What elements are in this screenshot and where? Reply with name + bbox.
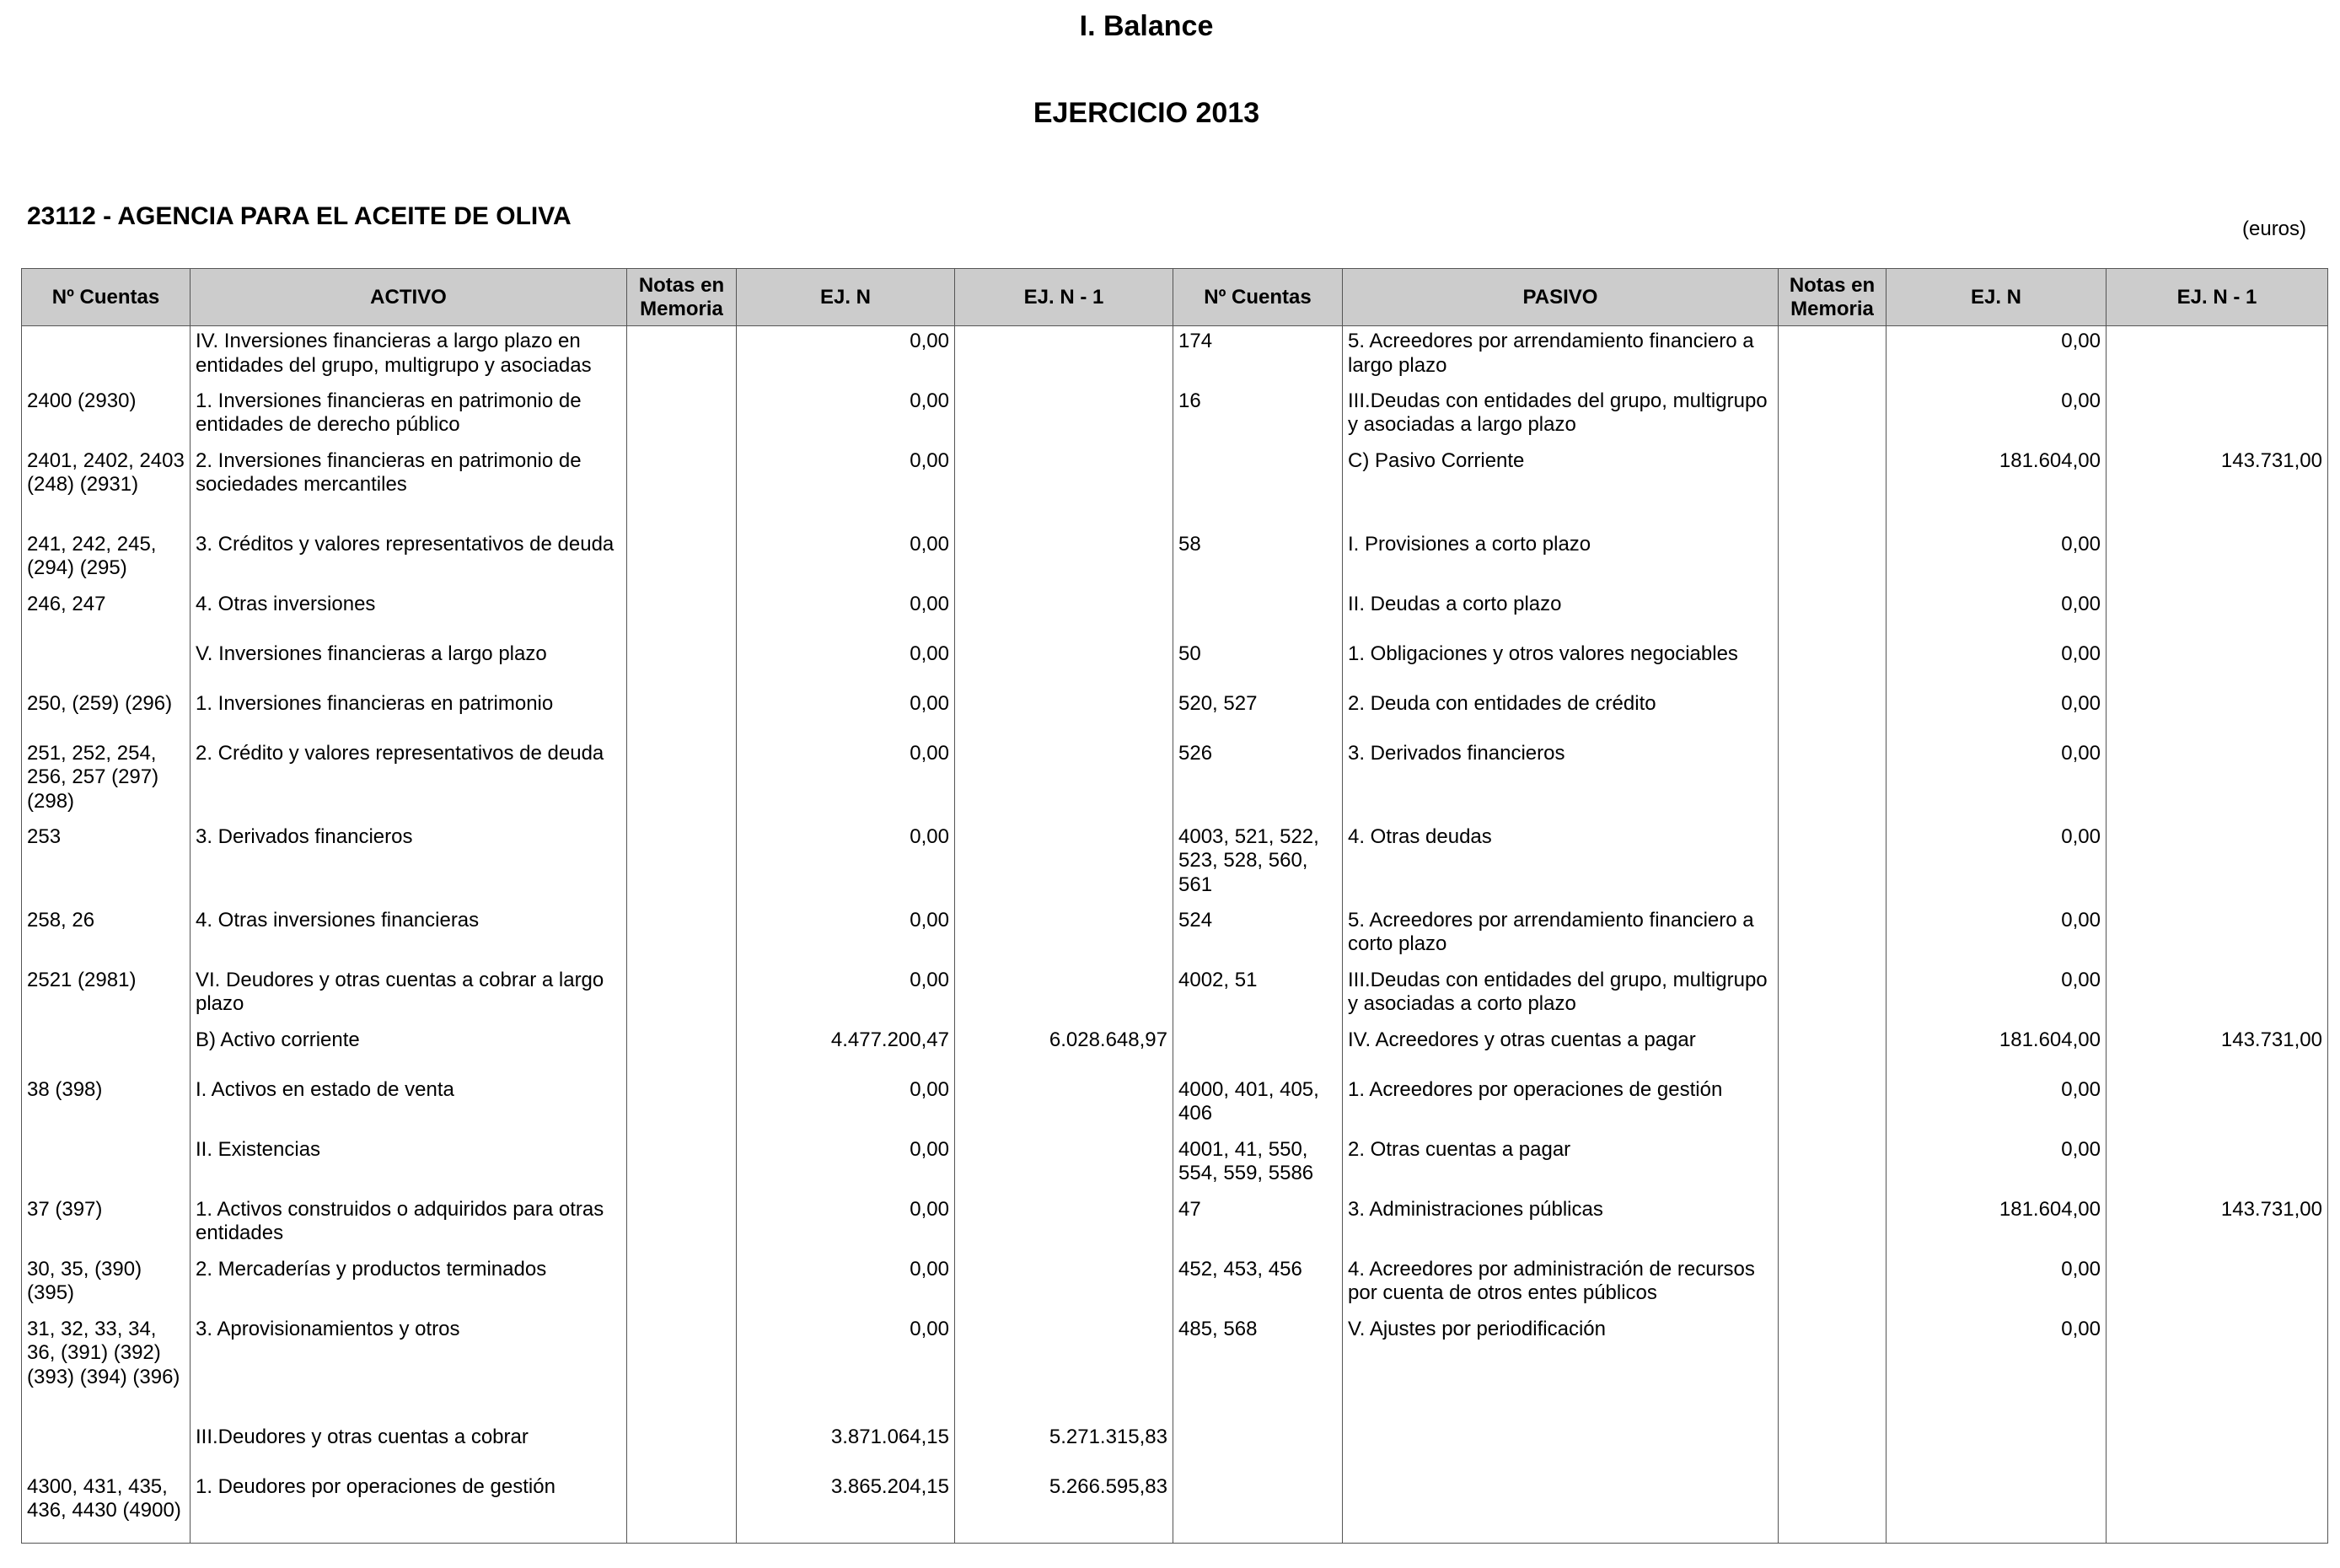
cuenta-pasivo-cell: 4003, 521, 522, 523, 528, 560, 561 — [1173, 822, 1343, 905]
activo-ej-n-cell: 0,00 — [737, 905, 955, 965]
pasivo-ej-n-cell: 0,00 — [1886, 1314, 2107, 1422]
col-header-ej-n1-activo: EJ. N - 1 — [955, 269, 1173, 326]
cuenta-pasivo-cell: 4002, 51 — [1173, 965, 1343, 1025]
notas-pasivo-cell — [1779, 1314, 1886, 1422]
entity-name: 23112 - AGENCIA PARA EL ACEITE DE OLIVA — [27, 202, 572, 230]
notas-pasivo-cell — [1779, 639, 1886, 689]
activo-concepto-cell: 3. Créditos y valores representativos de deuda — [191, 529, 627, 589]
notas-pasivo-cell — [1779, 1472, 1886, 1544]
notas-activo-cell — [627, 822, 737, 905]
notas-activo-cell — [627, 639, 737, 689]
cuenta-pasivo-cell: 526 — [1173, 738, 1343, 822]
pasivo-concepto-cell: 1. Obligaciones y otros valores negociables — [1343, 639, 1779, 689]
activo-ej-n-cell: 4.477.200,47 — [737, 1025, 955, 1075]
cuenta-activo-cell: 38 (398) — [22, 1075, 191, 1135]
table-row — [22, 639, 2328, 689]
fiscal-year-title: EJERCICIO 2013 — [1033, 97, 1260, 129]
notas-activo-cell — [627, 1025, 737, 1075]
cuenta-activo-cell: 251, 252, 254, 256, 257 (297) (298) — [22, 738, 191, 822]
activo-concepto-cell: V. Inversiones financieras a largo plazo — [191, 639, 627, 689]
activo-concepto-cell: 1. Activos construidos o adquiridos para otras entidades — [191, 1195, 627, 1254]
activo-ej-n-cell: 0,00 — [737, 822, 955, 905]
pasivo-concepto-cell: I. Provisiones a corto plazo — [1343, 529, 1779, 589]
activo-ej-n-cell: 0,00 — [737, 1075, 955, 1135]
pasivo-ej-n1-cell — [2107, 822, 2328, 905]
cuenta-pasivo-cell: 520, 527 — [1173, 689, 1343, 738]
activo-concepto-cell: 4. Otras inversiones financieras — [191, 905, 627, 965]
activo-concepto-cell: IV. Inversiones financieras a largo plazo en entidades del grupo, multigrupo y asociadas — [191, 326, 627, 386]
balance-table — [21, 268, 2328, 1544]
pasivo-ej-n-cell: 0,00 — [1886, 689, 2107, 738]
activo-concepto-cell: 3. Derivados financieros — [191, 822, 627, 905]
pasivo-concepto-cell: 4. Acreedores por administración de recursos por cuenta de otros entes públicos — [1343, 1254, 1779, 1314]
pasivo-ej-n1-cell — [2107, 589, 2328, 639]
activo-concepto-cell: 4. Otras inversiones — [191, 589, 627, 639]
pasivo-concepto-cell: II. Deudas a corto plazo — [1343, 589, 1779, 639]
activo-ej-n-cell: 3.865.204,15 — [737, 1472, 955, 1544]
currency-units: (euros) — [2242, 217, 2307, 240]
activo-ej-n-cell: 0,00 — [737, 639, 955, 689]
cuenta-pasivo-cell: 16 — [1173, 386, 1343, 446]
activo-ej-n-cell: 0,00 — [737, 1314, 955, 1422]
notas-pasivo-cell — [1779, 1422, 1886, 1472]
notas-activo-cell — [627, 326, 737, 386]
table-row — [22, 326, 2328, 386]
pasivo-ej-n1-cell — [2107, 1254, 2328, 1314]
pasivo-concepto-cell: 4. Otras deudas — [1343, 822, 1779, 905]
col-header-ej-n-activo: EJ. N — [737, 269, 955, 326]
activo-concepto-cell: 1. Deudores por operaciones de gestión — [191, 1472, 627, 1544]
cuenta-activo-cell: 31, 32, 33, 34, 36, (391) (392) (393) (394) (396) — [22, 1314, 191, 1422]
notas-pasivo-cell — [1779, 905, 1886, 965]
cuenta-pasivo-cell — [1173, 1025, 1343, 1075]
cuenta-activo-cell: 246, 247 — [22, 589, 191, 639]
cuenta-activo-cell — [22, 326, 191, 386]
cuenta-activo-cell: 2400 (2930) — [22, 386, 191, 446]
notas-pasivo-cell — [1779, 738, 1886, 822]
activo-concepto-cell: III.Deudores y otras cuentas a cobrar — [191, 1422, 627, 1472]
activo-ej-n-cell: 0,00 — [737, 326, 955, 386]
cuenta-activo-cell: 253 — [22, 822, 191, 905]
activo-concepto-cell: 2. Crédito y valores representativos de deuda — [191, 738, 627, 822]
pasivo-ej-n-cell: 0,00 — [1886, 529, 2107, 589]
notas-activo-cell — [627, 1472, 737, 1544]
table-row — [22, 1075, 2328, 1135]
activo-ej-n-cell: 3.871.064,15 — [737, 1422, 955, 1472]
activo-concepto-cell: 2. Inversiones financieras en patrimonio de sociedades mercantiles — [191, 446, 627, 529]
pasivo-concepto-cell: III.Deudas con entidades del grupo, multigrupo y asociadas a corto plazo — [1343, 965, 1779, 1025]
pasivo-ej-n1-cell — [2107, 529, 2328, 589]
notas-pasivo-cell — [1779, 1135, 1886, 1195]
notas-activo-cell — [627, 1075, 737, 1135]
table-row — [22, 529, 2328, 589]
activo-ej-n-cell: 0,00 — [737, 529, 955, 589]
pasivo-concepto-cell: 5. Acreedores por arrendamiento financiero a largo plazo — [1343, 326, 1779, 386]
pasivo-ej-n1-cell — [2107, 1135, 2328, 1195]
pasivo-ej-n-cell: 0,00 — [1886, 639, 2107, 689]
pasivo-ej-n-cell: 0,00 — [1886, 1135, 2107, 1195]
cuenta-pasivo-cell — [1173, 446, 1343, 529]
notas-pasivo-cell — [1779, 1075, 1886, 1135]
pasivo-concepto-cell: V. Ajustes por periodificación — [1343, 1314, 1779, 1422]
col-header-ej-n-pasivo: EJ. N — [1886, 269, 2107, 326]
pasivo-ej-n1-cell — [2107, 386, 2328, 446]
table-row — [22, 965, 2328, 1025]
activo-ej-n1-cell: 5.271.315,83 — [955, 1422, 1173, 1472]
pasivo-ej-n-cell: 0,00 — [1886, 326, 2107, 386]
pasivo-ej-n1-cell — [2107, 1472, 2328, 1544]
pasivo-ej-n-cell: 0,00 — [1886, 905, 2107, 965]
activo-ej-n1-cell — [955, 529, 1173, 589]
notas-pasivo-cell — [1779, 446, 1886, 529]
notas-activo-cell — [627, 965, 737, 1025]
cuenta-activo-cell: 250, (259) (296) — [22, 689, 191, 738]
pasivo-ej-n1-cell: 143.731,00 — [2107, 1195, 2328, 1254]
notas-activo-cell — [627, 1254, 737, 1314]
activo-ej-n-cell: 0,00 — [737, 689, 955, 738]
activo-ej-n-cell: 0,00 — [737, 1195, 955, 1254]
pasivo-concepto-cell: 2. Deuda con entidades de crédito — [1343, 689, 1779, 738]
activo-ej-n-cell: 0,00 — [737, 589, 955, 639]
table-row — [22, 1472, 2328, 1544]
cuenta-pasivo-cell — [1173, 1472, 1343, 1544]
table-row — [22, 446, 2328, 529]
notas-pasivo-cell — [1779, 822, 1886, 905]
pasivo-concepto-cell — [1343, 1422, 1779, 1472]
activo-concepto-cell: I. Activos en estado de venta — [191, 1075, 627, 1135]
pasivo-concepto-cell: III.Deudas con entidades del grupo, multigrupo y asociadas a largo plazo — [1343, 386, 1779, 446]
notas-pasivo-cell — [1779, 965, 1886, 1025]
notas-pasivo-cell — [1779, 589, 1886, 639]
col-header-activo: ACTIVO — [191, 269, 627, 326]
pasivo-concepto-cell: 3. Administraciones públicas — [1343, 1195, 1779, 1254]
notas-activo-cell — [627, 905, 737, 965]
activo-ej-n1-cell — [955, 1195, 1173, 1254]
pasivo-ej-n-cell: 0,00 — [1886, 738, 2107, 822]
cuenta-pasivo-cell: 50 — [1173, 639, 1343, 689]
cuenta-activo-cell: 2521 (2981) — [22, 965, 191, 1025]
cuenta-pasivo-cell — [1173, 589, 1343, 639]
activo-ej-n1-cell — [955, 326, 1173, 386]
table-row — [22, 589, 2328, 639]
col-header-cuentas-activo: Nº Cuentas — [22, 269, 191, 326]
pasivo-ej-n1-cell — [2107, 738, 2328, 822]
pasivo-ej-n-cell: 0,00 — [1886, 386, 2107, 446]
activo-ej-n-cell: 0,00 — [737, 738, 955, 822]
cuenta-activo-cell: 241, 242, 245, (294) (295) — [22, 529, 191, 589]
cuenta-pasivo-cell: 4001, 41, 550, 554, 559, 5586 — [1173, 1135, 1343, 1195]
pasivo-ej-n1-cell — [2107, 689, 2328, 738]
activo-concepto-cell: 1. Inversiones financieras en patrimonio — [191, 689, 627, 738]
activo-concepto-cell: 2. Mercaderías y productos terminados — [191, 1254, 627, 1314]
pasivo-ej-n-cell: 0,00 — [1886, 1075, 2107, 1135]
col-header-notas-pasivo: Notas en Memoria — [1779, 269, 1886, 326]
activo-ej-n1-cell: 6.028.648,97 — [955, 1025, 1173, 1075]
table-row — [22, 1314, 2328, 1422]
pasivo-ej-n1-cell — [2107, 1075, 2328, 1135]
notas-activo-cell — [627, 589, 737, 639]
pasivo-ej-n-cell: 0,00 — [1886, 965, 2107, 1025]
activo-ej-n1-cell — [955, 738, 1173, 822]
notas-pasivo-cell — [1779, 529, 1886, 589]
table-row — [22, 1195, 2328, 1254]
table-row — [22, 689, 2328, 738]
cuenta-activo-cell — [22, 639, 191, 689]
notas-activo-cell — [627, 738, 737, 822]
cuenta-pasivo-cell: 58 — [1173, 529, 1343, 589]
table-row — [22, 905, 2328, 965]
activo-ej-n1-cell — [955, 446, 1173, 529]
cuenta-pasivo-cell: 47 — [1173, 1195, 1343, 1254]
table-row — [22, 1135, 2328, 1195]
activo-ej-n-cell: 0,00 — [737, 1254, 955, 1314]
cuenta-pasivo-cell: 452, 453, 456 — [1173, 1254, 1343, 1314]
pasivo-ej-n-cell — [1886, 1422, 2107, 1472]
pasivo-concepto-cell: 1. Acreedores por operaciones de gestión — [1343, 1075, 1779, 1135]
col-header-pasivo: PASIVO — [1343, 269, 1779, 326]
activo-ej-n1-cell — [955, 639, 1173, 689]
notas-activo-cell — [627, 386, 737, 446]
activo-concepto-cell: VI. Deudores y otras cuentas a cobrar a largo plazo — [191, 965, 627, 1025]
table-header-row — [22, 269, 2328, 326]
cuenta-pasivo-cell: 4000, 401, 405, 406 — [1173, 1075, 1343, 1135]
pasivo-ej-n-cell: 181.604,00 — [1886, 1195, 2107, 1254]
pasivo-concepto-cell — [1343, 1472, 1779, 1544]
activo-ej-n1-cell — [955, 1254, 1173, 1314]
notas-activo-cell — [627, 446, 737, 529]
pasivo-ej-n-cell: 0,00 — [1886, 1254, 2107, 1314]
activo-ej-n1-cell — [955, 1075, 1173, 1135]
activo-ej-n1-cell — [955, 905, 1173, 965]
cuenta-activo-cell — [22, 1422, 191, 1472]
pasivo-ej-n1-cell — [2107, 965, 2328, 1025]
notas-pasivo-cell — [1779, 326, 1886, 386]
activo-ej-n1-cell — [955, 1314, 1173, 1422]
report-title: I. Balance — [1079, 10, 1214, 42]
activo-ej-n-cell: 0,00 — [737, 1135, 955, 1195]
notas-activo-cell — [627, 529, 737, 589]
activo-concepto-cell: 1. Inversiones financieras en patrimonio de entidades de derecho público — [191, 386, 627, 446]
cuenta-pasivo-cell — [1173, 1422, 1343, 1472]
pasivo-concepto-cell: 5. Acreedores por arrendamiento financiero a corto plazo — [1343, 905, 1779, 965]
activo-ej-n1-cell — [955, 689, 1173, 738]
activo-ej-n-cell: 0,00 — [737, 386, 955, 446]
col-header-cuentas-pasivo: Nº Cuentas — [1173, 269, 1343, 326]
cuenta-activo-cell — [22, 1025, 191, 1075]
pasivo-ej-n1-cell — [2107, 1314, 2328, 1422]
pasivo-ej-n-cell: 0,00 — [1886, 822, 2107, 905]
pasivo-concepto-cell: 2. Otras cuentas a pagar — [1343, 1135, 1779, 1195]
notas-activo-cell — [627, 1422, 737, 1472]
table-row — [22, 386, 2328, 446]
pasivo-ej-n1-cell: 143.731,00 — [2107, 1025, 2328, 1075]
col-header-ej-n1-pasivo: EJ. N - 1 — [2107, 269, 2328, 326]
activo-ej-n1-cell — [955, 386, 1173, 446]
notas-pasivo-cell — [1779, 1195, 1886, 1254]
pasivo-ej-n1-cell — [2107, 1422, 2328, 1472]
activo-ej-n1-cell: 5.266.595,83 — [955, 1472, 1173, 1544]
table-row — [22, 1254, 2328, 1314]
notas-activo-cell — [627, 689, 737, 738]
cuenta-activo-cell: 30, 35, (390) (395) — [22, 1254, 191, 1314]
activo-ej-n1-cell — [955, 965, 1173, 1025]
activo-ej-n-cell: 0,00 — [737, 965, 955, 1025]
cuenta-activo-cell: 4300, 431, 435, 436, 4430 (4900) — [22, 1472, 191, 1544]
activo-concepto-cell: II. Existencias — [191, 1135, 627, 1195]
activo-ej-n-cell: 0,00 — [737, 446, 955, 529]
cuenta-pasivo-cell: 524 — [1173, 905, 1343, 965]
activo-ej-n1-cell — [955, 1135, 1173, 1195]
activo-ej-n1-cell — [955, 589, 1173, 639]
pasivo-ej-n-cell: 0,00 — [1886, 589, 2107, 639]
table-row — [22, 822, 2328, 905]
pasivo-concepto-cell: 3. Derivados financieros — [1343, 738, 1779, 822]
cuenta-pasivo-cell: 485, 568 — [1173, 1314, 1343, 1422]
activo-concepto-cell: 3. Aprovisionamientos y otros — [191, 1314, 627, 1422]
notas-pasivo-cell — [1779, 386, 1886, 446]
notas-pasivo-cell — [1779, 1254, 1886, 1314]
notas-activo-cell — [627, 1135, 737, 1195]
activo-concepto-cell: B) Activo corriente — [191, 1025, 627, 1075]
table-row — [22, 1025, 2328, 1075]
col-header-notas-activo: Notas en Memoria — [627, 269, 737, 326]
pasivo-ej-n1-cell — [2107, 639, 2328, 689]
table-row — [22, 1422, 2328, 1472]
cuenta-activo-cell — [22, 1135, 191, 1195]
cuenta-activo-cell: 258, 26 — [22, 905, 191, 965]
notas-pasivo-cell — [1779, 1025, 1886, 1075]
pasivo-concepto-cell: IV. Acreedores y otras cuentas a pagar — [1343, 1025, 1779, 1075]
notas-activo-cell — [627, 1314, 737, 1422]
activo-ej-n1-cell — [955, 822, 1173, 905]
notas-pasivo-cell — [1779, 689, 1886, 738]
cuenta-activo-cell: 2401, 2402, 2403 (248) (2931) — [22, 446, 191, 529]
table-row — [22, 738, 2328, 822]
pasivo-ej-n1-cell — [2107, 905, 2328, 965]
pasivo-ej-n-cell — [1886, 1472, 2107, 1544]
cuenta-activo-cell: 37 (397) — [22, 1195, 191, 1254]
pasivo-ej-n1-cell: 143.731,00 — [2107, 446, 2328, 529]
pasivo-ej-n-cell: 181.604,00 — [1886, 1025, 2107, 1075]
cuenta-pasivo-cell: 174 — [1173, 326, 1343, 386]
pasivo-concepto-cell: C) Pasivo Corriente — [1343, 446, 1779, 529]
pasivo-ej-n-cell: 181.604,00 — [1886, 446, 2107, 529]
notas-activo-cell — [627, 1195, 737, 1254]
pasivo-ej-n1-cell — [2107, 326, 2328, 386]
